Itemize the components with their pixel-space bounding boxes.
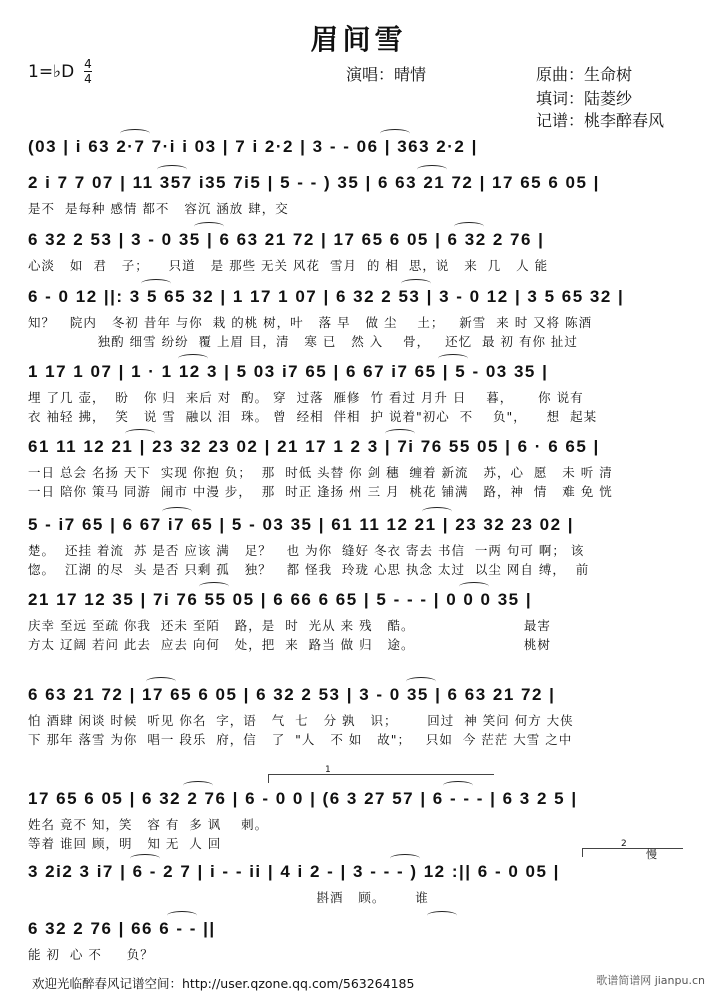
original-credit: 原曲：生命树: [536, 65, 633, 84]
lyric-line: 知？ 院内 冬初 昔年 与你 栽 的桃 树，叶 落 早 做 尘 土； 新雪 来 时 又将 陈酒: [28, 315, 593, 330]
lyric-line: 下 那年 落雪 为你 唱一 段乐 府，信 了 "人 不 如 故"； 只如 今 茫茫 大雪 之中: [28, 732, 573, 747]
meter-bottom: 4: [84, 72, 92, 86]
notation-line: 6 32 2 53 | 3 - 0 35 | 6 63 21 72 | 17 65 6 05 | 6 32 2 76 |: [28, 230, 545, 249]
slur-mark: [146, 677, 176, 686]
lyric-line: 一日 总会 名扬 天下 实现 你抱 负； 那 时低 头替 你 剑 穗 缠着 新流 苏，心 愿 未 听 清: [28, 465, 613, 480]
lyric-line: 姓名 竟不 知，笑 容 有 多 讽 刺。: [28, 817, 269, 832]
score-row: [0, 685, 717, 755]
singer-credit: 演唱：晴情: [346, 65, 427, 84]
slur-mark: [401, 279, 431, 288]
transcriber-credit: 记谱：桃李醉春风: [536, 111, 665, 130]
tempo-mark: 慢: [646, 848, 657, 861]
notation-line: 6 - 0 12 ||: 3 5 65 32 | 1 17 1 07 | 6 32 2 53 | 3 - 0 12 | 3 5 65 32 |: [28, 287, 625, 306]
slur-mark: [385, 429, 415, 438]
score-row: [0, 362, 717, 432]
notation-line: 17 65 6 05 | 6 32 2 76 | 6 - 0 0 | (6 3 27 57 | 6 - - - | 6 3 2 5 |: [28, 789, 578, 808]
watermark: 歌谱简谱网 jianpu.cn: [596, 974, 705, 987]
lyric-line: 一日 陪你 策马 同游 闹市 中漫 步， 那 时正 逢扬 州 三 月 桃花 铺满 路，神 情 难 免 恍: [28, 484, 613, 499]
notation-line: 5 - i7 65 | 6 67 i7 65 | 5 - 03 35 | 61 11 12 21 | 23 32 23 02 |: [28, 515, 575, 534]
slur-mark: [183, 781, 213, 790]
slur-mark: [390, 854, 420, 863]
notation-line: 21 17 12 35 | 7i 76 55 05 | 6 66 6 65 | 5 - - - | 0 0 0 35 |: [28, 590, 533, 609]
score-row: [0, 437, 717, 507]
slur-mark: [178, 354, 208, 363]
notation-line: 2 i 7 7 07 | 11 357 i35 7i5 | 5 - - ) 35 | 6 63 21 72 | 17 65 6 05 |: [28, 173, 600, 192]
slur-mark: [380, 129, 410, 138]
notation-line: 1 17 1 07 | 1 · 1 12 3 | 5 03 i7 65 | 6 67 i7 65 | 5 - 03 35 |: [28, 362, 549, 381]
lyricist-credit: 填词：陆菱纱: [536, 89, 633, 108]
second-ending-bracket: [582, 839, 683, 857]
slur-mark: [194, 222, 224, 231]
footer-note: 欢迎光临醉春风记谱空间：http://user.qzone.qq.com/563264185: [32, 976, 415, 991]
slur-mark: [422, 507, 452, 516]
notation-line: 6 63 21 72 | 17 65 6 05 | 6 32 2 53 | 3 - 0 35 | 6 63 21 72 |: [28, 685, 556, 704]
slur-mark: [459, 582, 489, 591]
slur-mark: [417, 165, 447, 174]
slur-mark: [120, 129, 150, 138]
first-ending-bracket: [268, 765, 494, 783]
time-signature: [84, 58, 92, 85]
slur-mark: [141, 279, 171, 288]
slur-mark: [167, 911, 197, 920]
score-row: [0, 287, 717, 357]
lyric-line: 心淡 如 君 子； 只道 是 那些 无关 风花 雪月 的 相 思，说 来 几 人 能: [28, 258, 549, 273]
slur-mark: [454, 222, 484, 231]
first-ending-label: 1: [325, 765, 331, 775]
meter-top: 4: [84, 57, 92, 71]
lyric-line: 惚。 江湖 的尽 头 是否 只剩 孤 独？ 都 怪我 玲珑 心思 执念 太过 以尘 网自 缚， 前: [28, 562, 590, 577]
slur-mark: [162, 507, 192, 516]
song-title: 眉间雪: [310, 23, 407, 56]
lyric-line: 斟酒 顾。 谁: [28, 890, 429, 905]
notation-line: 3 2i2 3 i7 | 6 - 2 7 | i - - ii | 4 i 2 - | 3 - - - ) 12 :|| 6 - 0 05 |: [28, 862, 560, 881]
lyric-line: 怕 酒肆 闲谈 时候 听见 你名 字，语 气 七 分 孰 识； 回过 神 笑问 何方 大侠: [28, 713, 574, 728]
lyric-line: 等着 谁回 顾，明 知 无 人 回: [28, 836, 222, 851]
score-row: [0, 515, 717, 585]
slur-mark: [130, 854, 160, 863]
slur-mark: [406, 677, 436, 686]
lyric-line: 能 初 心 不 负？: [28, 947, 154, 962]
slur-mark: [157, 165, 187, 174]
lyric-line: 楚。 还挂 着流 苏 是否 应该 满 足？ 也 为你 缝好 冬衣 寄去 书信 一两 句可 啊； 该: [28, 543, 585, 558]
notation-line: (03 | i 63 2·7 7·i i 03 | 7 i 2·2 | 3 - - 06 | 363 2·2 |: [28, 137, 478, 156]
second-ending-label: 2: [621, 839, 627, 849]
key-signature: 1=♭D: [28, 62, 75, 82]
lyric-line: 埋 了几 壶， 盼 你 归 来后 对 酌。 穿 过落 雁修 竹 看过 月升 日 暮， 你 说有: [28, 390, 584, 405]
notation-line: 6 32 2 76 | 66 6 - - ||: [28, 919, 216, 938]
lyric-line: 独酌 细雪 纷纷 覆 上眉 目，清 寒 已 然 入 骨， 还忆 最 初 有你 扯过: [28, 334, 578, 349]
slur-mark: [438, 354, 468, 363]
lyric-line: 庆幸 至远 至疏 你我 还未 至陌 路，是 时 光从 来 残 酷。 最害: [28, 618, 551, 633]
lyric-line: 方太 辽阔 若问 此去 应去 向何 处，把 来 路当 做 归 途。 桃树: [28, 637, 551, 652]
slur-mark: [199, 582, 229, 591]
lyric-line: 衣 袖轻 拂， 笑 说 雪 融以 泪 珠。 曾 经相 伴相 护 说着"初心 不 负"， 想 起某: [28, 409, 598, 424]
notation-line: 61 11 12 21 | 23 32 23 02 | 21 17 1 2 3 | 7i 76 55 05 | 6 · 6 65 |: [28, 437, 600, 456]
lyric-line: 是不 是每种 感情 都不 容沉 涵放 肆，交: [28, 201, 289, 216]
slur-mark: [125, 429, 155, 438]
slur-mark: [427, 911, 457, 920]
score-row: [0, 590, 717, 660]
